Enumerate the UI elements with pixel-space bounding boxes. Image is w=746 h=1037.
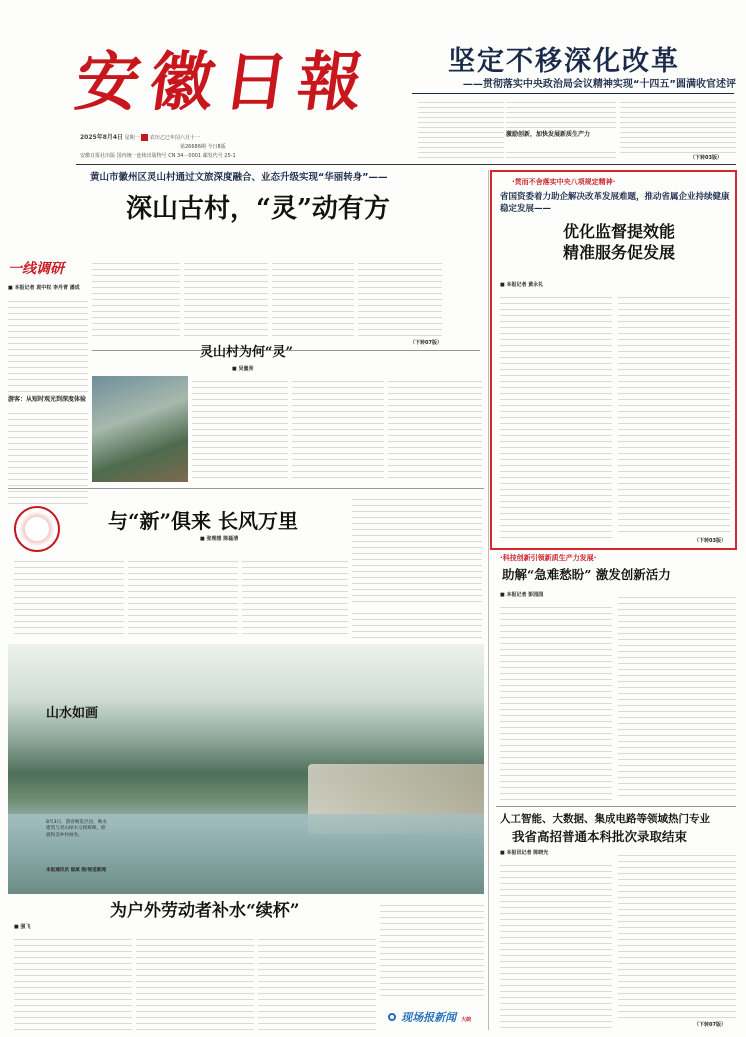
masthead-weekday: 星期一 <box>124 135 140 141</box>
lead-title[interactable]: 深山古村，“灵”动有方 <box>126 194 390 224</box>
lead-reporters: ■ 本报记者 袁中权 李丹青 潘成 <box>8 285 80 291</box>
feature-col2 <box>128 556 238 636</box>
bottom-left-author: ■ 强飞 <box>14 924 31 930</box>
right1-col1 <box>500 292 612 542</box>
magnifier-icon <box>388 1013 396 1021</box>
top-story-col1 <box>312 98 416 162</box>
bottom-left-logo[interactable] <box>388 1006 480 1030</box>
right2-col2 <box>618 592 736 800</box>
right3-title[interactable]: 人工智能、大数据、集成电路等领域热门专业 <box>500 813 710 825</box>
commentary-col1 <box>192 376 288 482</box>
masthead-date-line <box>80 134 280 142</box>
commentary-title[interactable]: 灵山村为何“灵” <box>200 345 293 360</box>
right1-jump[interactable]: （下转03版） <box>694 538 726 544</box>
commentary-author: ■ 吴量亮 <box>232 366 254 372</box>
top-story-section1: 激励创新，加快发展新质生产力 <box>506 131 591 138</box>
masthead-publisher: 安徽日报社出版 <box>80 153 116 159</box>
lead-column-badge <box>8 258 78 282</box>
masthead-issue: 第26686期 今日8版 <box>180 144 226 150</box>
right1-banner: ·贯而不舍落实中央八项规定精神· <box>512 178 616 186</box>
top-story-jump[interactable]: （下转03版） <box>690 155 722 161</box>
masthead-lunar: 农历乙巳年闰六月十一 <box>149 135 200 141</box>
right3-title2[interactable]: 我省高招普通本科批次录取结束 <box>512 829 688 844</box>
commentary-col3 <box>388 376 482 482</box>
lead-col3 <box>184 258 268 336</box>
lead-col5 <box>358 258 442 336</box>
right2-banner: ·科技创新引领新质生产力发展· <box>500 554 597 562</box>
feature-title[interactable]: 与“新”俱来 长风万里 <box>108 509 298 533</box>
landscape-photo <box>8 644 484 894</box>
top-story-col3 <box>506 98 616 128</box>
masthead-post: 邮发代号 25-1 <box>202 153 236 159</box>
right3-col1 <box>500 860 612 1030</box>
bottom-left-col2 <box>136 934 254 1030</box>
lead-col1b <box>8 408 88 508</box>
right1-reporter: ■ 本报记者 黄永礼 <box>500 282 544 288</box>
photo-caption: 8月3日，游客畅览泾县，映水建筑与青山绿水交相辉映，绘就和美乡村画卷。 <box>46 820 107 838</box>
commentary-col2 <box>292 376 384 482</box>
masthead-date: 2025年8月4日 <box>80 134 124 141</box>
seal-icon <box>141 134 148 141</box>
bottom-left-logo-sub: 大皖 <box>461 1017 472 1023</box>
right2-col1 <box>500 602 612 800</box>
top-story-subtitle: ——贯彻落实中央政治局会议精神实现“十四五”圆满收官述评 <box>462 79 736 90</box>
right1-col2 <box>618 292 730 532</box>
commentary-photo <box>92 376 188 482</box>
masthead-name: 安徽日報 <box>70 45 378 120</box>
right2-reporter: ■ 本报记者 彭园园 <box>500 592 544 598</box>
photo-credit: 本报通讯员 崔斌 图/视觉新闻 <box>46 868 107 873</box>
feature-author: ■ 张理想 陈磊清 <box>200 536 239 542</box>
top-story-col2 <box>418 98 504 162</box>
right1-title[interactable]: 优化监督提效能 <box>562 222 675 241</box>
bottom-left-col1 <box>14 934 132 1030</box>
lead-subhead: 游客：从短时观光到深度体验 <box>8 396 87 403</box>
bottom-left-col3 <box>258 934 376 1030</box>
right2-title[interactable]: 助解“急难愁盼” 激发创新活力 <box>502 567 671 582</box>
feature-col-right <box>352 494 482 604</box>
feature-col3 <box>242 556 348 636</box>
bottom-left-col4 <box>380 900 484 996</box>
photo-title[interactable]: 山水如画 <box>46 706 99 721</box>
lead-col1 <box>8 296 88 394</box>
right1-kicker: 省国资委着力助企解决改革发展难题，推动省属企业持续健康稳定发展—— <box>500 192 730 214</box>
right3-col2 <box>618 850 736 1020</box>
right1-title2[interactable]: 精准服务促发展 <box>562 243 675 262</box>
bottom-left-logo-text: 现场报新闻 <box>401 1011 457 1024</box>
bottom-left-title[interactable]: 为户外劳动者补水“续杯” <box>110 901 300 921</box>
top-story-col3b <box>506 148 616 162</box>
feature-logo <box>14 506 60 552</box>
masthead-cn: 国内统一连续出版物号 CN 34－0001 <box>116 153 202 159</box>
lead-col2 <box>92 258 180 336</box>
lead-column: 一线调研 <box>8 261 64 277</box>
right3-jump[interactable]: （下转07版） <box>694 1022 726 1028</box>
right3-reporter: ■ 本报讯记者 陈晓光 <box>500 850 549 856</box>
top-story-col4 <box>620 98 736 154</box>
feature-col1 <box>14 556 124 636</box>
lead-kicker: 黄山市徽州区灵山村通过文旅深度融合、业态升级实现“华丽转身”—— <box>90 172 388 183</box>
feature-col4 <box>352 608 482 638</box>
top-story-title[interactable]: 坚定不移深化改革 <box>448 46 680 77</box>
lead-col4 <box>272 258 354 336</box>
lead-jump[interactable]: （下转07版） <box>410 340 442 346</box>
